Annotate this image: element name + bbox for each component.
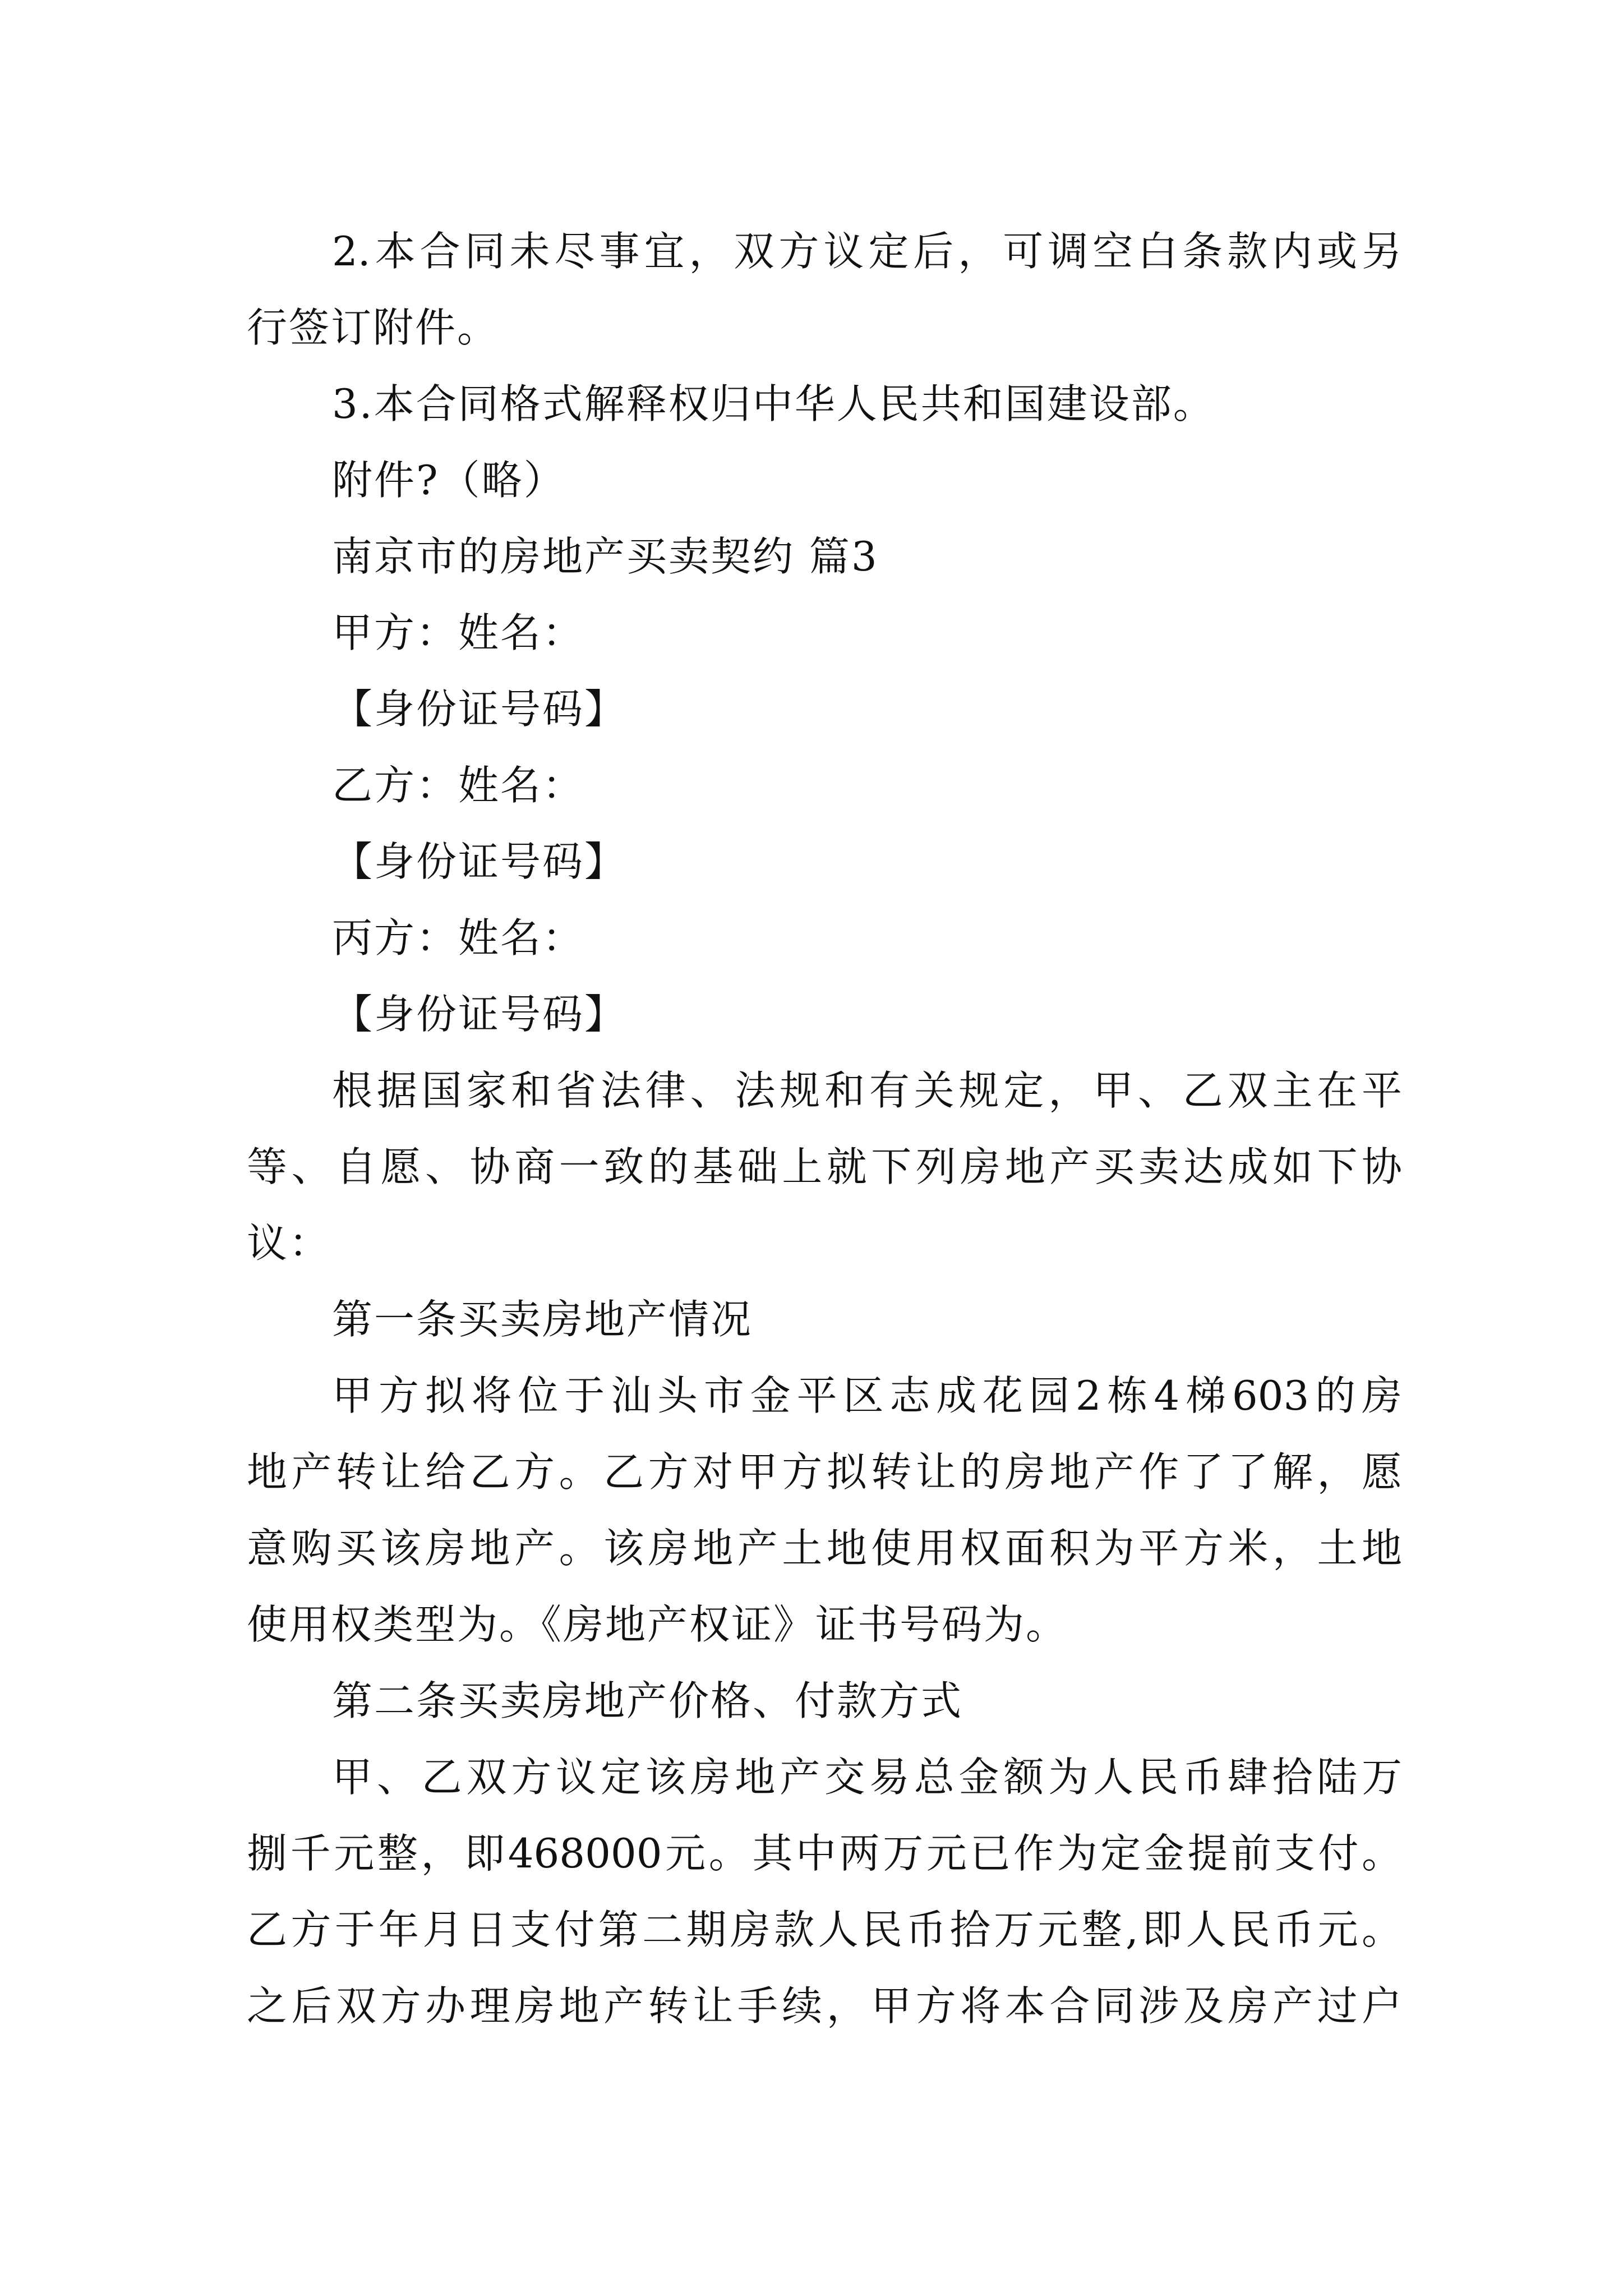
text-line: 等、自愿、协商一致的基础上就下列房地产买卖达成如下协 [247,1143,1402,1190]
text-line: 捌千元整，即468000元。其中两万元已作为定金提前支付。 [247,1830,1402,1877]
id-number-label: 【身份证号码】 [332,685,627,733]
section-heading: 南京市的房地产买卖契约 篇3 [332,533,879,580]
text-line: 之后双方办理房地产转让手续，甲方将本合同涉及房产过户 [247,1982,1402,2030]
text-line: 附件?（略） [332,457,566,504]
text-line: 意购买该房地产。该房地产土地使用权面积为平方米，土地 [247,1525,1402,1572]
document-body [247,213,1402,2044]
text-line: 地产转让给乙方。乙方对甲方拟转让的房地产作了了解，愿 [247,1448,1402,1496]
party-b-name-label: 乙方：姓名： [332,762,585,809]
party-c-name-label: 丙方：姓名： [332,914,585,961]
text-line: 甲、乙双方议定该房地产交易总金额为人民币肆拾陆万 [332,1754,1402,1801]
text-line: 使用权类型为。《房地产权证》证书号码为。 [247,1601,1068,1648]
id-number-label: 【身份证号码】 [332,991,627,1038]
text-line: 根据国家和省法律、法规和有关规定，甲、乙双主在平 [332,1067,1402,1114]
article-heading: 第二条买卖房地产价格、付款方式 [332,1677,963,1724]
article-heading: 第一条买卖房地产情况 [332,1296,753,1343]
id-number-label: 【身份证号码】 [332,838,627,885]
text-line: 乙方于年月日支付第二期房款人民币拾万元整,即人民币元。 [247,1906,1402,1953]
text-line: 行签订附件。 [247,304,500,351]
text-line: 3.本合同格式解释权归中华人民共和国建设部。 [332,380,1215,427]
text-line: 2.本合同未尽事宜，双方议定后，可调空白条款内或另 [332,228,1402,275]
party-a-name-label: 甲方：姓名： [332,609,585,656]
text-line: 议： [247,1220,331,1267]
text-line: 甲方拟将位于汕头市金平区志成花园2栋4梯603的房 [332,1372,1402,1419]
